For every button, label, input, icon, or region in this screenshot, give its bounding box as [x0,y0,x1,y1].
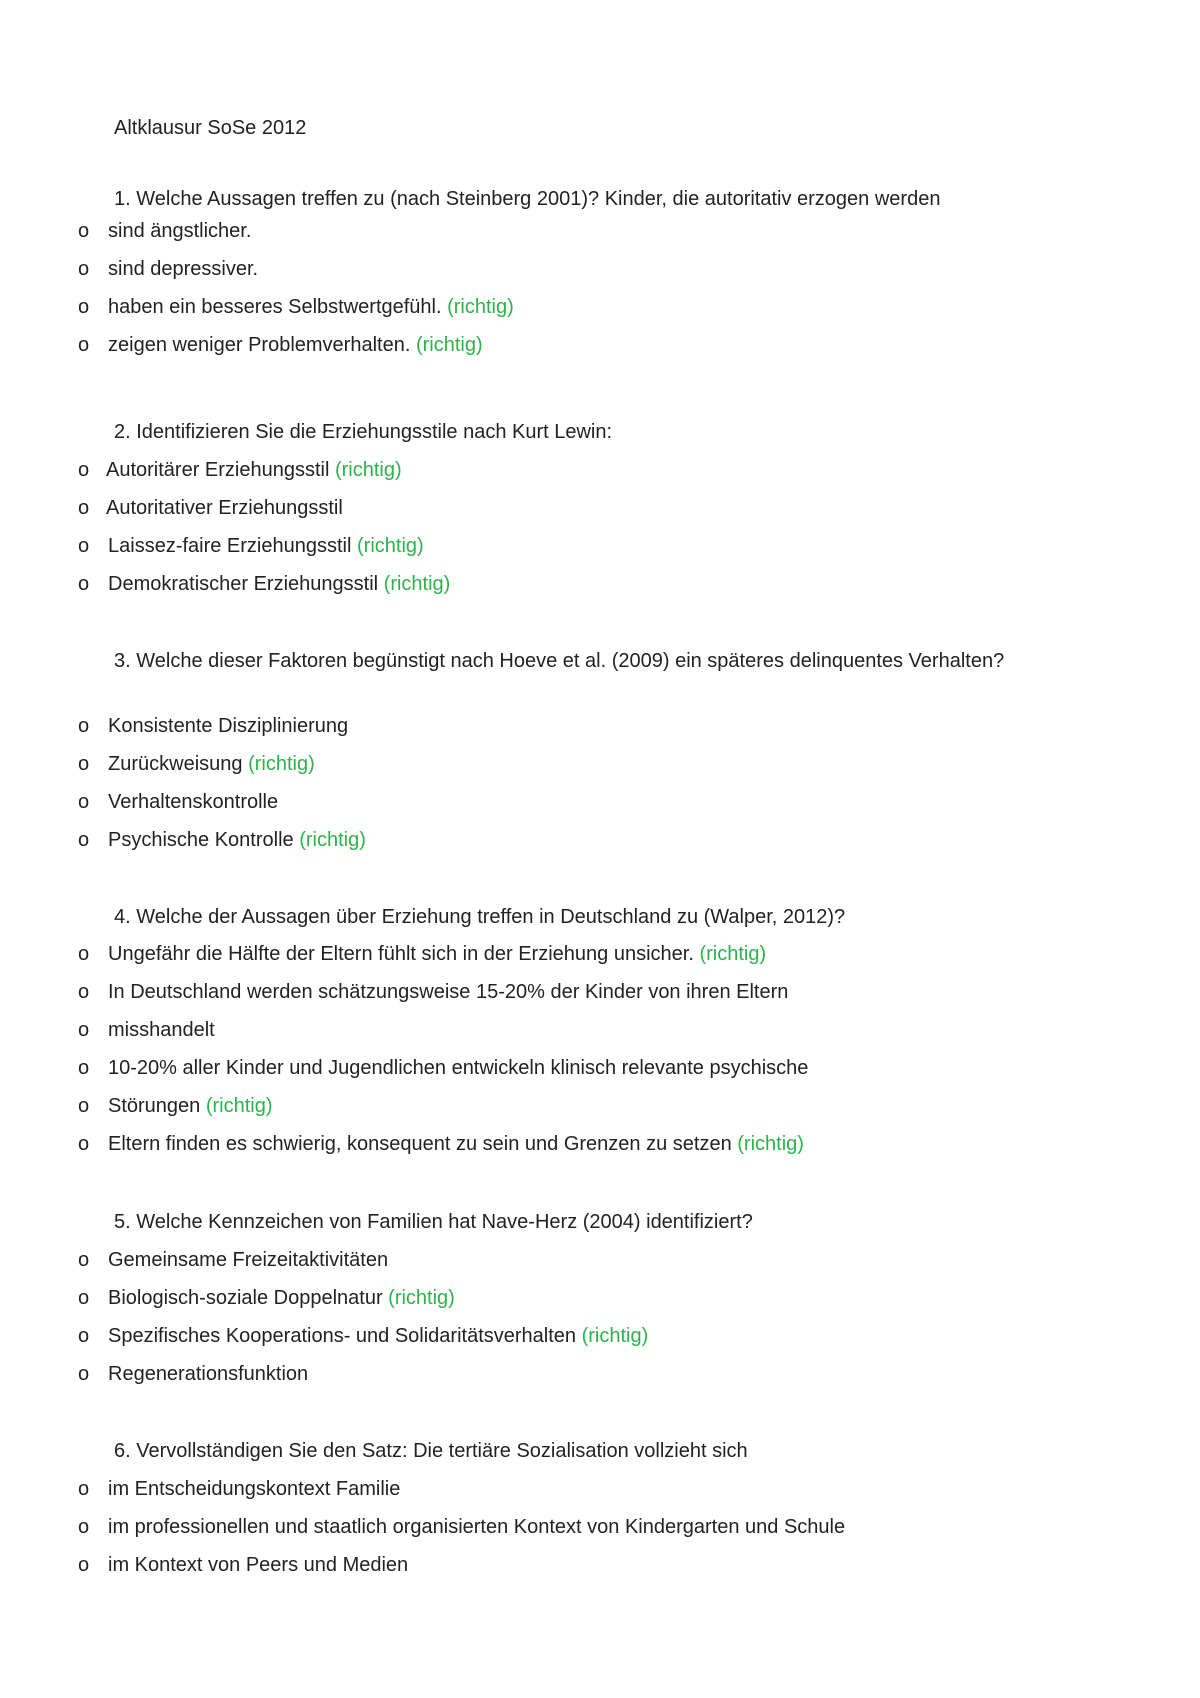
question-3-text: 3. Welche dieser Faktoren begünstigt nach Hoeve et al. (2009) ein späteres delinquentes Verhalten? [114,650,1005,672]
bullet-icon: o [78,1249,90,1271]
correct-mark: (richtig) [581,1325,649,1347]
option-text: Autoritärer Erziehungsstil (richtig) [106,459,402,481]
option-text: In Deutschland werden schätzungsweise 15-20% der Kinder von ihren Eltern [108,981,789,1003]
bullet-icon: o [78,1363,90,1385]
correct-mark: (richtig) [737,1133,804,1155]
option-text: Autoritativer Erziehungsstil [106,497,343,519]
bullet-icon: o [78,1516,90,1538]
question-5-text: 5. Welche Kennzeichen von Familien hat Nave-Herz (2004) identifiziert? [114,1211,753,1233]
bullet-icon: o [78,1478,90,1500]
correct-mark: (richtig) [357,535,424,557]
question-6-text: 6. Vervollständigen Sie den Satz: Die tertiäre Sozialisation vollzieht sich [114,1440,748,1462]
correct-mark: (richtig) [299,829,366,851]
bullet-icon: o [78,791,90,813]
option-text: Konsistente Disziplinierung [108,715,349,737]
bullet-icon: o [78,258,90,280]
bullet-icon: o [78,459,90,481]
option-text: Störungen (richtig) [108,1095,273,1117]
correct-mark: (richtig) [447,296,514,318]
bullet-icon: o [78,1019,90,1041]
bullet-icon: o [78,296,90,318]
option-text: Spezifisches Kooperations- und Solidaritätsverhalten (richtig) [108,1325,649,1347]
bullet-icon: o [78,1095,90,1117]
option-text: Eltern finden es schwierig, konsequent zu sein und Grenzen zu setzen (richtig) [108,1133,804,1155]
option-text: Demokratischer Erziehungsstil (richtig) [108,573,451,595]
correct-mark: (richtig) [383,573,451,595]
option-text: haben ein besseres Selbstwertgefühl. (richtig) [108,296,514,318]
option-text: im Entscheidungskontext Familie [108,1478,401,1500]
bullet-icon: o [78,1287,90,1309]
bullet-icon: o [78,497,90,519]
option-text: im Kontext von Peers und Medien [108,1554,409,1576]
bullet-icon: o [78,715,90,737]
bullet-icon: o [78,1057,90,1079]
correct-mark: (richtig) [699,943,767,965]
bullet-icon: o [78,220,90,242]
correct-mark: (richtig) [388,1287,455,1309]
question-1-text: 1. Welche Aussagen treffen zu (nach Steinberg 2001)? Kinder, die autoritativ erzogen werden [114,188,941,210]
option-text: Verhaltenskontrolle [108,791,279,813]
bullet-icon: o [78,981,90,1003]
correct-mark: (richtig) [248,753,315,775]
option-text: Laissez-faire Erziehungsstil (richtig) [108,535,424,557]
bullet-icon: o [78,535,90,557]
question-4-text: 4. Welche der Aussagen über Erziehung treffen in Deutschland zu (Walper, 2012)? [114,906,846,928]
option-text: sind ängstlicher. [108,220,252,242]
correct-mark: (richtig) [334,459,402,481]
option-text: Psychische Kontrolle (richtig) [108,829,366,851]
option-text: zeigen weniger Problemverhalten. (richtig) [108,334,483,356]
option-text: misshandelt [108,1019,215,1041]
correct-mark: (richtig) [415,334,483,356]
question-2-text: 2. Identifizieren Sie die Erziehungsstile nach Kurt Lewin: [114,421,613,443]
bullet-icon: o [78,334,90,356]
option-text: Biologisch-soziale Doppelnatur (richtig) [108,1287,455,1309]
option-text: im professionellen und staatlich organisierten Kontext von Kindergarten und Schule [108,1516,846,1538]
option-text: Gemeinsame Freizeitaktivitäten [108,1249,389,1271]
bullet-icon: o [78,1133,90,1155]
document-title: Altklausur SoSe 2012 [114,117,307,139]
option-text: Zurückweisung (richtig) [108,753,315,775]
bullet-icon: o [78,943,90,965]
option-text: Ungefähr die Hälfte der Eltern fühlt sich in der Erziehung unsicher. (richtig) [108,943,767,965]
option-text: sind depressiver. [108,258,259,280]
bullet-icon: o [78,753,90,775]
option-text: 10-20% aller Kinder und Jugendlichen entwickeln klinisch relevante psychische [108,1057,809,1079]
bullet-icon: o [78,1325,90,1347]
correct-mark: (richtig) [205,1095,273,1117]
bullet-icon: o [78,573,90,595]
option-text: Regenerationsfunktion [108,1363,309,1385]
bullet-icon: o [78,829,90,851]
bullet-icon: o [78,1554,90,1576]
